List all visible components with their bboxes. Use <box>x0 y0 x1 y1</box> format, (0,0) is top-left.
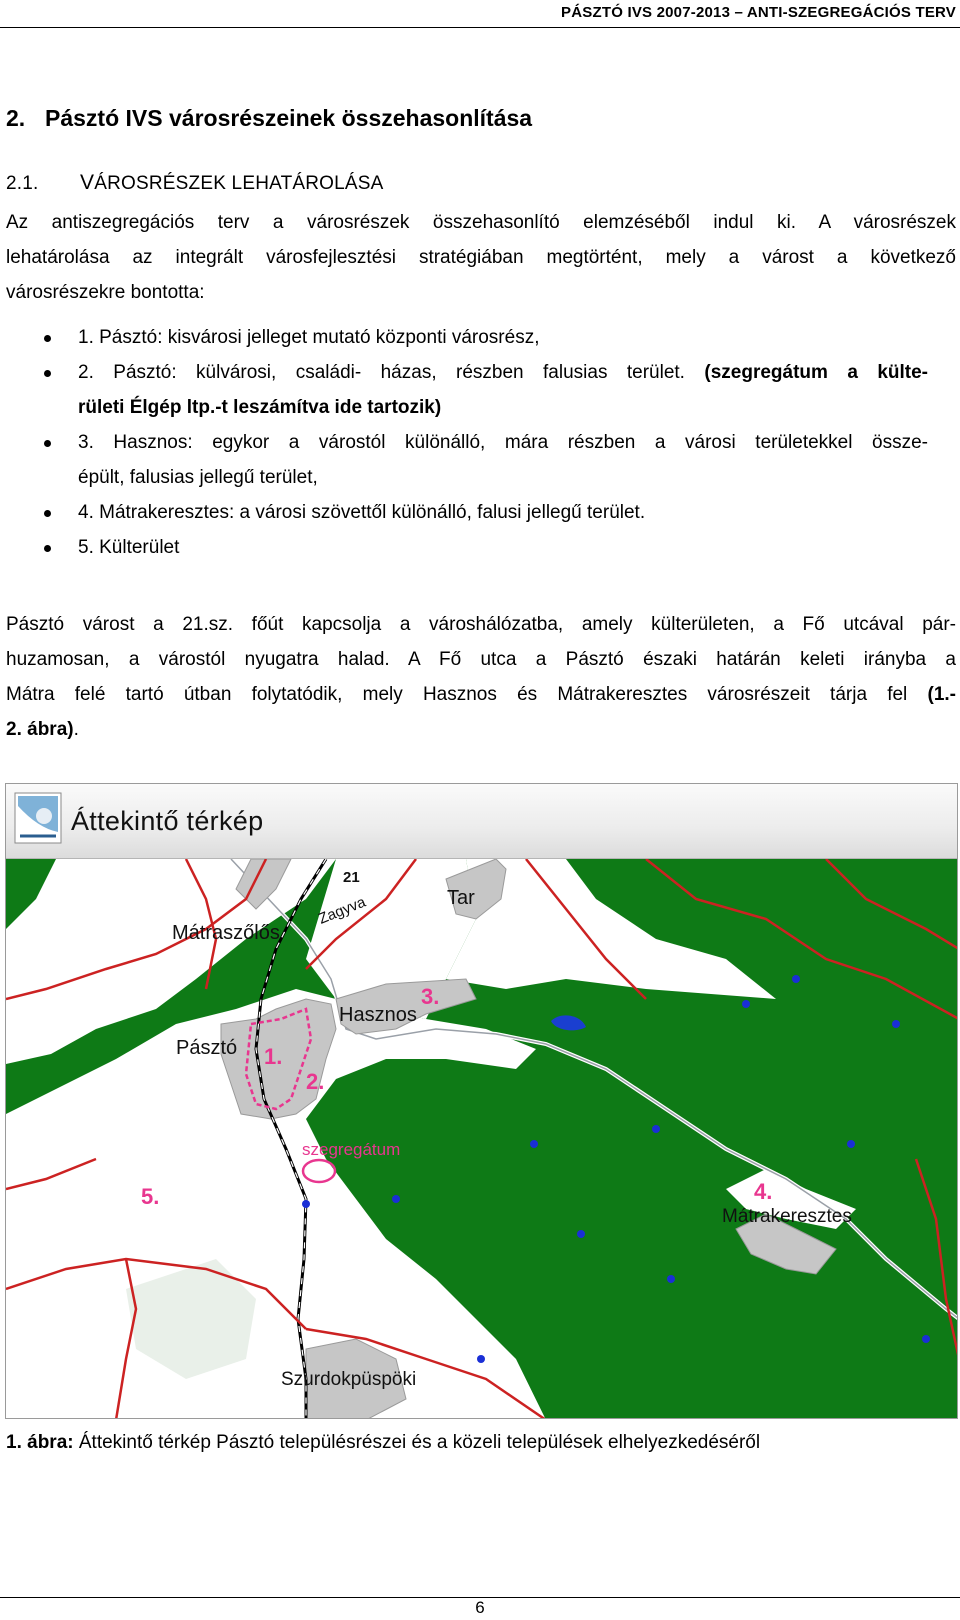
district-list <box>0 320 960 565</box>
intro-line-2: lehatárolása az integrált városfejlesztési stratégiában megtörtént, mely a várost a következő <box>6 247 956 268</box>
overview-map <box>5 783 958 1419</box>
intro-line-1: Az antiszegregációs terv a városrészek összehasonlító elemzéséből indul ki. A városrészek <box>6 212 956 233</box>
route-paragraph: Pásztó várost a 21.sz. főút kapcsolja a városhálózatba, amely külterületen, a Fő utcával pár- huzamosan, a várostól nyugatra halad. A Fő utca a Pásztó északi határán keleti irányba a Mátra felé tartó útban folytatódik, mely Hasznos és Mátrakeresztes városrészeit tárja fel (1.- 2. ábra). <box>6 607 956 747</box>
list-item <box>0 530 960 565</box>
route-figure-ref: (1.- <box>927 684 956 705</box>
hasznos-label: Hasznos <box>339 1004 417 1026</box>
river-label: Zagyva <box>316 893 369 928</box>
zone-3-label: 3. <box>421 984 440 1009</box>
road-number-label: 21 <box>343 869 360 886</box>
list-item <box>0 425 960 495</box>
list-item-text: 3. Hasznos: egykor a várostól különálló, mára részben a városi területekkel össze- <box>78 432 928 453</box>
list-item-text: 1. Pásztó: kisvárosi jelleget mutató központi városrész, <box>78 327 540 348</box>
zone-1-label: 1. <box>264 1044 283 1069</box>
figure-caption <box>6 1432 760 1454</box>
zone-2-label: 2. <box>306 1069 325 1094</box>
list-item <box>0 355 960 425</box>
list-item-text: 5. Külterület <box>78 537 180 558</box>
list-item-bold-text: rületi Élgép ltp.-t leszámítva ide tartozik) <box>78 397 442 418</box>
map-title: Áttekintő térkép <box>71 806 264 836</box>
intro-line-3: városrészekre bontotta: <box>6 282 205 303</box>
subsection-number: 2.1. <box>6 173 39 194</box>
subsection-title-rest: ÁROSRÉSZEK LEHATÁROLÁSA <box>94 173 384 194</box>
page-number: 6 <box>475 1598 485 1617</box>
map-body <box>6 859 958 1419</box>
zone-5-label: 5. <box>141 1184 160 1209</box>
subsection-title-initial: V <box>80 171 95 194</box>
route-line-2: huzamosan, a várostól nyugatra halad. A Fő utca a Pásztó északi határán keleti irányba a <box>6 649 956 670</box>
figure-caption-text: Áttekintő térkép Pásztó településrészei és a közeli települések elhelyezkedéséről <box>73 1432 761 1453</box>
szegregatum-label: szegregátum <box>302 1140 401 1159</box>
figure-caption-label: 1. ábra: <box>6 1432 74 1453</box>
bullet-dot <box>44 335 51 342</box>
list-item <box>0 320 960 355</box>
paszto-label: Pásztó <box>176 1037 238 1059</box>
bullet-dot <box>44 510 51 517</box>
section-title: Pásztó IVS városrészeinek összehasonlítása <box>45 105 533 131</box>
map-logo-icon <box>14 792 62 844</box>
zone-4-label: 4. <box>754 1179 773 1204</box>
route-figure-ref: 2. ábra) <box>6 719 74 740</box>
bullet-dot <box>44 370 51 377</box>
tar-label: Tar <box>447 887 475 909</box>
intro-paragraph <box>6 205 956 310</box>
running-header-title: PÁSZTÓ IVS 2007-2013 – ANTI-SZEGREGÁCIÓS TERV <box>561 4 956 21</box>
matrakeresztes-label: Mátrakeresztes <box>722 1206 852 1227</box>
list-item-text: 4. Mátrakeresztes: a városi szövettől különálló, falusi jellegű terület. <box>78 502 646 523</box>
szurdokpuspoki-label: Szurdokpüspöki <box>281 1369 417 1390</box>
section-heading <box>6 105 532 132</box>
list-item-text: épült, falusias jellegű terület, <box>78 467 318 488</box>
map-header <box>6 784 958 859</box>
bullet-dot <box>44 440 51 447</box>
route-line-1: Pásztó várost a 21.sz. főút kapcsolja a városhálózatba, amely külterületen, a Fő utcával pár- <box>6 614 956 635</box>
subsection-heading <box>6 171 384 195</box>
bullet-dot <box>44 545 51 552</box>
section-number: 2. <box>6 105 26 131</box>
matraszolos-label: Mátraszőlős <box>172 922 280 944</box>
list-item <box>0 495 960 530</box>
route-line-3: Mátra felé tartó útban folytatódik, mely Hasznos és Mátrakeresztes városrészeit tárja fel <box>6 684 928 705</box>
map-graphic <box>6 859 958 1419</box>
running-header <box>0 0 960 28</box>
list-item-text: 2. Pásztó: külvárosi, családi- házas, részben falusias terület. <box>78 362 705 383</box>
list-item-bold-text: (szegregátum a külte- <box>704 362 929 383</box>
